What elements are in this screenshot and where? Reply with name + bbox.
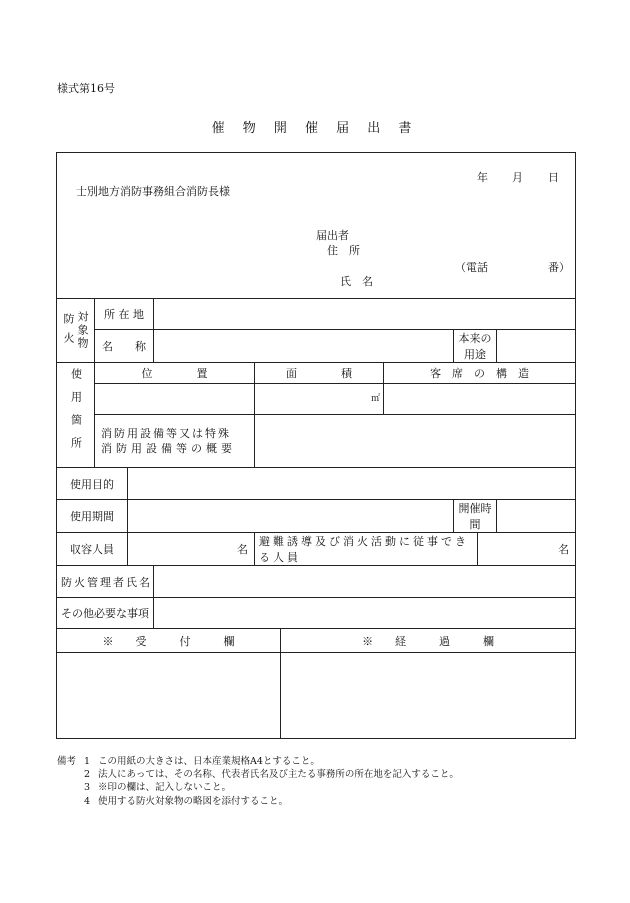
fire-manager-label: 防火管理者氏名 [57, 566, 154, 598]
seat-structure-label: 客 席 の 構 造 [384, 363, 576, 384]
capacity-label: 収容人員 [57, 533, 128, 566]
other-value [154, 598, 576, 629]
document-title: 催 物 開 催 届 出 書 [211, 121, 419, 136]
capacity-unit: 名 [128, 533, 255, 566]
location-label: 所 在 地 [95, 299, 154, 330]
progress-label: ※ 経 過 欄 [281, 629, 576, 653]
object-group-label [57, 299, 95, 363]
purpose-value [128, 468, 576, 500]
notifier-label: 届出者 [316, 229, 349, 242]
period-label: 使用期間 [57, 500, 128, 533]
other-label: その他必要な事項 [57, 598, 154, 629]
notification-form [56, 152, 576, 739]
location-value [154, 299, 576, 330]
event-time-value [497, 500, 576, 533]
equipment-label [95, 415, 255, 468]
header-block [57, 153, 576, 299]
note-1-num: 1 [84, 756, 91, 767]
progress-box [281, 653, 576, 739]
position-label: 位 置 [95, 363, 255, 384]
equipment-label-line2: 消防用設備等の概要 [101, 442, 236, 455]
seat-structure-value [384, 384, 576, 415]
reception-box [57, 653, 281, 739]
evacuation-label: 避難誘導及び消火活動に従事できる人員 [255, 533, 478, 566]
date-month: 月 [512, 171, 523, 184]
address-label: 住 所 [327, 244, 360, 257]
purpose-label: 使用目的 [57, 468, 128, 500]
note-2-num: 2 [84, 769, 91, 781]
note-1-text: この用紙の大きさは、日本産業規格A4とすること。 [98, 756, 320, 767]
event-time-label: 開催時間 [454, 500, 497, 533]
equipment-label-line1: 消防用設備等又は特殊 [101, 427, 231, 440]
fire-manager-value [154, 566, 576, 598]
evacuation-unit: 名 [478, 533, 576, 566]
area-unit: ㎡ [370, 394, 380, 404]
object-label-b: 防火 [62, 313, 75, 351]
date-year: 年 [477, 171, 488, 184]
phone-open: （電話 [455, 261, 488, 274]
date-day: 日 [548, 171, 559, 184]
usage-group-label [57, 363, 95, 468]
area-label: 面 積 [255, 363, 384, 384]
form-number: 様式第16号 [57, 82, 115, 95]
period-value [128, 500, 454, 533]
object-name-value [154, 330, 454, 363]
usage-group-text: 使用箇所 [69, 367, 83, 460]
addressee: 士別地方消防事務組合消防長様 [76, 185, 230, 198]
area-value [255, 384, 384, 415]
object-name-label: 名 称 [95, 330, 154, 363]
object-label-a: 対象物 [76, 311, 89, 350]
notes-heading: 備考 [57, 756, 77, 767]
note-4-num: 4 [84, 795, 91, 807]
note-3-num: 3 [84, 782, 91, 794]
name-label: 氏 名 [340, 275, 373, 288]
original-use-value [497, 330, 576, 363]
phone-close: 番） [548, 261, 570, 274]
position-value [95, 384, 255, 415]
note-2-text: 法人にあっては、その名称、代表者氏名及び主たる事務所の所在地を記入すること。 [98, 769, 459, 781]
equipment-value [255, 415, 576, 468]
reception-label: ※ 受 付 欄 [57, 629, 281, 653]
notes [57, 755, 459, 808]
original-use-label: 本来の用途 [454, 330, 497, 363]
note-4-text: 使用する防火対象物の略図を添付すること。 [98, 795, 289, 807]
note-3-text: ※印の欄は、記入しないこと。 [98, 782, 232, 794]
